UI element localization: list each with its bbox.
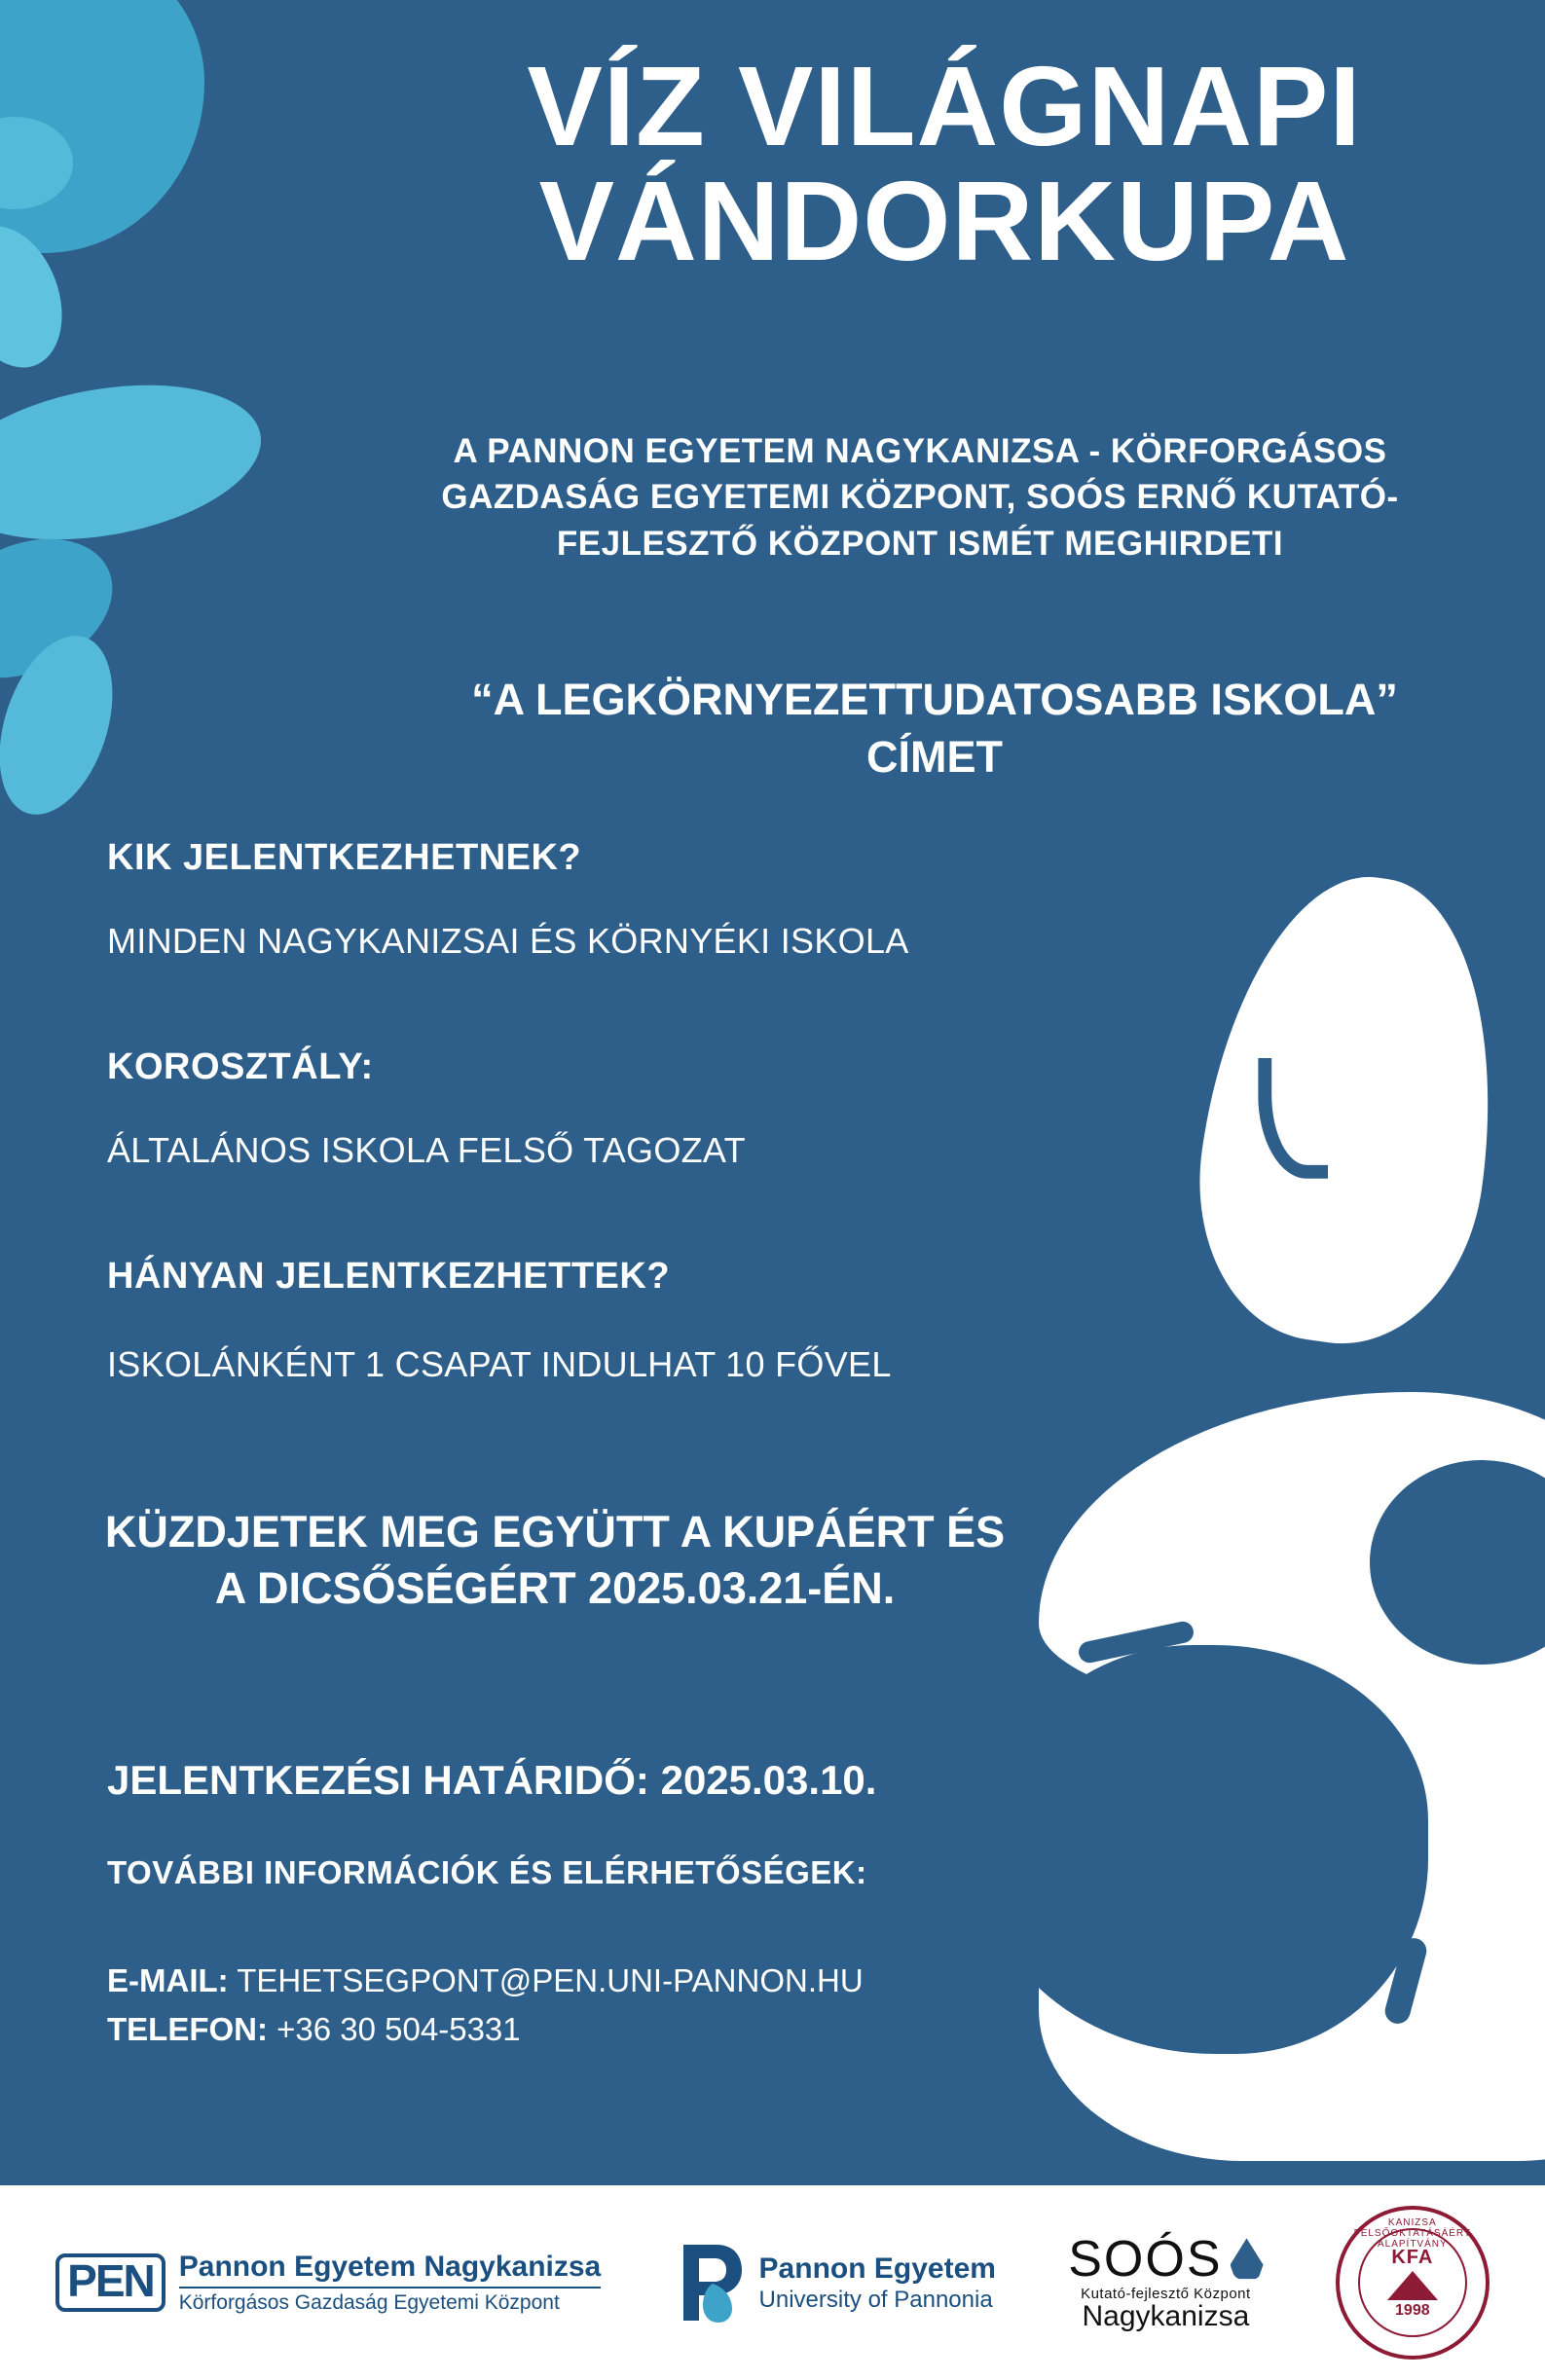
kfa-ring-text: KANIZSA FELSŐOKTATÁSÁÉRT ALAPÍTVÁNY <box>1353 2217 1472 2250</box>
answer-team-size: ISKOLÁNKÉNT 1 CSAPAT INDULHAT 10 FŐVEL <box>107 1344 892 1384</box>
logo-kfa-seal <box>1336 2206 1490 2360</box>
event-callout: KÜZDJETEK MEG EGYÜTT A KUPÁÉRT ÉS A DICSŐSÉGÉRT 2025.03.21-ÉN. <box>104 1507 1006 1613</box>
application-deadline: JELENTKEZÉSI HATÁRIDŐ: 2025.03.10. <box>107 1757 877 1803</box>
pannon-logo-line2: University of Pannonia <box>758 2287 993 2313</box>
pannon-p-icon <box>674 2241 746 2325</box>
soos-wordmark: SOÓS <box>1068 2231 1223 2288</box>
kfa-emblem-icon <box>1387 2271 1438 2300</box>
contact-email-value[interactable]: TEHETSEGPONT@PEN.UNI-PANNON.HU <box>237 1962 864 1998</box>
contact-phone-label: TELEFON: <box>107 2010 268 2047</box>
contact-phone-row <box>107 2005 864 2054</box>
soos-subtitle: Kutató-fejlesztő Központ <box>1081 2285 1251 2302</box>
contact-email-row <box>107 1957 864 2005</box>
contact-phone-value[interactable]: +36 30 504-5331 <box>276 2010 521 2047</box>
question-who: KIK JELENTKEZHETNEK? <box>107 837 582 878</box>
kfa-year: 1998 <box>1395 2301 1430 2319</box>
soos-city: Nagykanizsa <box>1082 2300 1250 2333</box>
footer-logos <box>0 2185 1545 2380</box>
water-drop-icon <box>1231 2238 1264 2281</box>
logo-pen <box>55 2251 601 2315</box>
poster-title: VÍZ VILÁGNAPI VÁNDORKUPA <box>527 43 1362 285</box>
question-age-group: KOROSZTÁLY: <box>107 1046 374 1087</box>
contact-block <box>107 1957 864 2053</box>
answer-who: MINDEN NAGYKANIZSAI ÉS KÖRNYÉKI ISKOLA <box>107 921 909 961</box>
pen-logo-text <box>179 2251 601 2315</box>
pannon-logo-text <box>759 2252 996 2314</box>
logo-soos <box>1068 2233 1263 2332</box>
soos-wordmark-row <box>1068 2233 1263 2287</box>
answer-age-group: ÁLTALÁNOS ISKOLA FELSŐ TAGOZAT <box>107 1130 746 1170</box>
award-title: “A LEGKÖRNYEZETTUDATOSABB ISKOLA” CÍMET <box>471 675 1398 782</box>
question-team-size: HÁNYAN JELENTKEZHETTEK? <box>107 1256 671 1297</box>
pen-logo-line2: Körforgásos Gazdaság Egyetemi Központ <box>179 2287 601 2315</box>
pannon-logo-line1: Pannon Egyetem <box>758 2252 996 2285</box>
more-info-label: TOVÁBBI INFORMÁCIÓK ÉS ELÉRHETŐSÉGEK: <box>107 1854 867 1890</box>
kfa-label: KFA <box>1391 2246 1434 2268</box>
pen-logo-icon: PEN <box>55 2253 166 2311</box>
organizer-text: A PANNON EGYETEM NAGYKANIZSA - KÖRFORGÁSOS GAZDASÁG EGYETEMI KÖZPONT, SOÓS ERNŐ KUTATÓ-FEJLESZTŐ KÖZPONT ISMÉT MEGHIRDETI <box>441 432 1399 563</box>
contact-email-label: E-MAIL: <box>107 1962 229 1998</box>
pen-logo-line1: Pannon Egyetem Nagykanizsa <box>178 2251 602 2284</box>
logo-pannon-egyetem <box>674 2241 996 2325</box>
